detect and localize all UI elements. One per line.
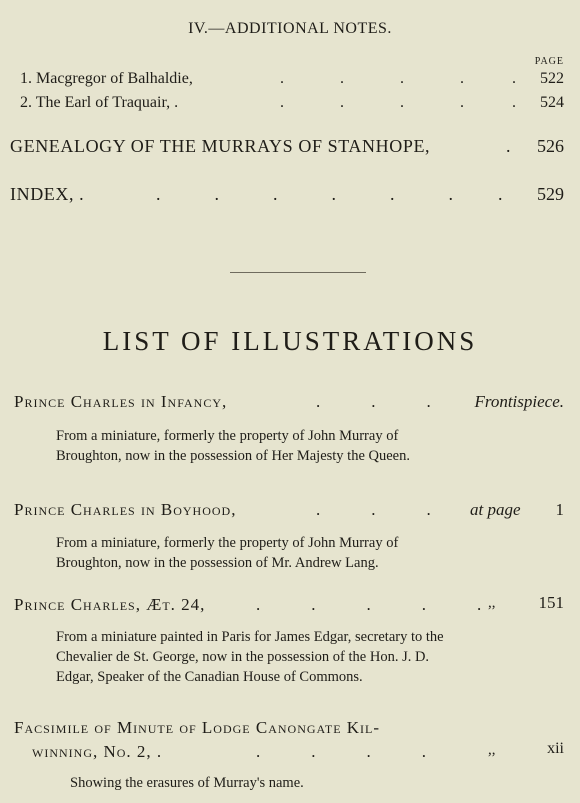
leader-dots: . . . . . — [256, 595, 482, 614]
index-page: 529 — [537, 184, 564, 204]
illustration-locator: at page — [470, 500, 521, 519]
illustration-description: From a miniature painted in Paris for James Edgar, secretary to the Chevalier de St. George, now in the possession of the Hon. J. D. Edgar, Speaker of the Canadian House of Commons. — [56, 629, 444, 685]
note-item-2: 2. The Earl of Traquair, . — [20, 94, 179, 111]
leader-dots: . . . . — [256, 742, 426, 761]
illustration-locator: ,, — [488, 742, 496, 758]
leader-dots: . . . . . — [280, 94, 516, 111]
page-column-label: PAGE — [534, 56, 564, 67]
genealogy-entry: GENEALOGY OF THE MURRAYS OF STANHOPE, — [10, 136, 431, 156]
illustration-description: From a miniature, formerly the property of John Murray of Broughton, now in the possession of Her Majesty the Queen. — [56, 428, 410, 464]
genealogy-dot: . — [506, 136, 511, 156]
leader-dots: . . . . . . . — [156, 184, 503, 204]
illustration-title: Prince Charles, Æt. 24, — [14, 595, 206, 614]
note-item-1-page: 522 — [540, 70, 564, 87]
illustration-title: winning, No. 2, . — [32, 742, 163, 761]
additional-notes-heading: IV.—ADDITIONAL NOTES. — [188, 20, 392, 37]
illustration-description: From a miniature, formerly the property of John Murray of Broughton, now in the possession of Mr. Andrew Lang. — [56, 535, 399, 571]
index-entry: INDEX, . — [10, 184, 85, 204]
leader-dots: . . . — [316, 500, 431, 519]
illustrations-heading: LIST OF ILLUSTRATIONS — [102, 326, 478, 356]
illustration-page: 151 — [538, 593, 564, 612]
illustration-title: Facsimile of Minute of Lodge Canongate Kil- — [14, 718, 381, 737]
illustration-description: Showing the erasures of Murray's name. — [70, 775, 304, 791]
note-item-1: 1. Macgregor of Balhaldie, — [20, 70, 193, 87]
illustration-page: 1 — [555, 500, 564, 519]
illustration-title: Prince Charles in Infancy, — [14, 392, 228, 411]
leader-dots: . . . . . — [280, 70, 516, 87]
illustration-locator: Frontispiece. — [474, 392, 564, 411]
section-divider — [230, 272, 366, 273]
illustration-page: xii — [547, 740, 564, 757]
note-item-2-page: 524 — [540, 94, 564, 111]
illustration-locator: ,, — [488, 595, 496, 611]
genealogy-page: 526 — [537, 136, 564, 156]
illustration-title: Prince Charles in Boyhood, — [14, 500, 237, 519]
leader-dots: . . . — [316, 392, 431, 411]
